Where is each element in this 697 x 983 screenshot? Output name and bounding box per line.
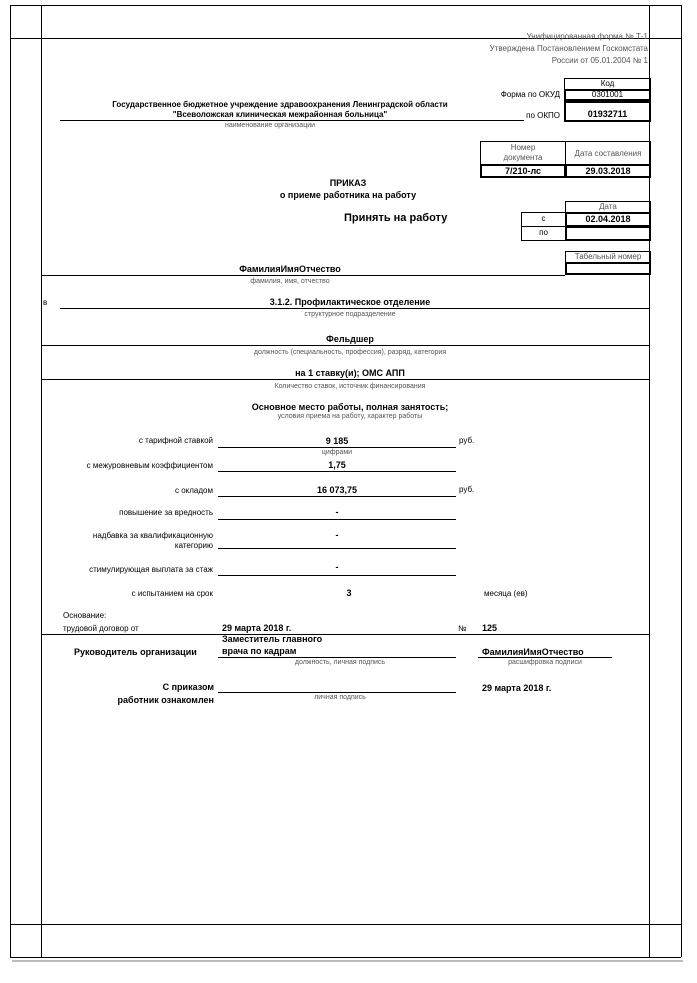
head-name-line — [478, 657, 612, 658]
stage-line — [218, 575, 456, 576]
department-caption: структурное подразделение — [304, 311, 396, 318]
employee-name-caption: фамилия, имя, отчество — [250, 278, 330, 285]
salary-value: 16 073,75 — [316, 485, 358, 495]
frame-shadow — [12, 960, 683, 962]
trial-unit: месяца (ев) — [484, 589, 528, 598]
harm-label: повышение за вредность — [119, 508, 213, 517]
org-name-line1: Государственное бюджетное учреждение здравоохранения Ленинградской области — [112, 100, 448, 109]
head-name: ФамилияИмяОтчество — [482, 647, 584, 657]
frame-bottom-inner — [10, 924, 681, 925]
harm-value: - — [335, 507, 339, 517]
harm-line — [218, 519, 456, 520]
position-caption: должность (специальность, профессия), разряд, категория — [253, 349, 447, 356]
rate-line — [42, 379, 649, 380]
conditions-caption: условия приема на работу, характер работы — [277, 413, 423, 420]
org-name-line2: "Всеволожская клиническая межрайонная больница" — [172, 110, 388, 119]
contract-line — [42, 634, 649, 635]
head-position-1: Заместитель главного — [222, 634, 323, 644]
contract-label: трудовой договор от — [63, 624, 139, 633]
department: 3.1.2. Профилактическое отделение — [269, 297, 431, 307]
ack-date: 29 марта 2018 г. — [482, 683, 552, 693]
date-header: Дата — [599, 202, 617, 211]
tabel-cell — [565, 262, 651, 275]
doc-number-label-1: Номер — [510, 143, 536, 152]
doc-date-label: Дата составления — [574, 149, 642, 158]
head-name-caption: расшифровка подписи — [508, 659, 582, 666]
stage-value: - — [335, 562, 339, 572]
okpo-value: 01932711 — [587, 109, 628, 119]
org-underline — [60, 120, 524, 121]
stage-label: стимулирующая выплата за стаж — [89, 565, 213, 574]
form-name: Унифицированная форма № Т-1 — [526, 32, 648, 41]
contract-no-label: № — [458, 624, 467, 633]
qual-label-1: надбавка за квалификационную — [92, 531, 213, 540]
frame-bottom — [10, 957, 681, 958]
position-line — [42, 345, 649, 346]
ack-label-1: С приказом — [162, 682, 214, 692]
code-label: Код — [600, 79, 615, 88]
rate-caption: Количество ставок, источник финансирования — [274, 383, 426, 390]
salary-line — [218, 496, 456, 497]
in-label: в — [43, 298, 48, 307]
salary-label: с окладом — [175, 486, 213, 495]
coef-label: с межуровневым коэффициентом — [86, 461, 213, 470]
qual-value: - — [335, 530, 339, 540]
frame-right — [681, 5, 682, 957]
trial-label: с испытанием на срок — [131, 589, 213, 598]
doc-number-label-2: документа — [503, 153, 543, 162]
doc-date-value: 29.03.2018 — [585, 166, 631, 176]
head-label: Руководитель организации — [74, 647, 197, 657]
employee-name-line — [42, 275, 565, 276]
action-title: Принять на работу — [344, 212, 448, 224]
approved-date: России от 05.01.2004 № 1 — [551, 56, 648, 65]
head-caption: должность, личная подпись — [294, 659, 386, 666]
frame-top — [10, 5, 681, 6]
position: Фельдшер — [326, 334, 374, 344]
from-value: 02.04.2018 — [585, 214, 631, 224]
approved-text: Утверждена Постановлением Госкомстата — [489, 44, 648, 53]
frame-left — [10, 5, 11, 957]
department-line — [60, 308, 650, 309]
tariff-currency: руб. — [459, 436, 475, 445]
tabel-label: Табельный номер — [574, 252, 642, 261]
conditions: Основное место работы, полная занятость; — [251, 402, 449, 412]
okud-value: 0301001 — [591, 90, 624, 99]
tariff-caption: цифрами — [321, 449, 353, 456]
rate: на 1 ставку(и); ОМС АПП — [295, 368, 405, 378]
frame-inner-left — [41, 5, 42, 957]
ack-label-2: работник ознакомлен — [117, 695, 214, 705]
from-label: с — [541, 214, 546, 223]
doc-number-value: 7/210-лс — [504, 166, 542, 176]
coef-line — [218, 471, 456, 472]
head-line — [218, 657, 456, 658]
to-cell — [565, 226, 651, 241]
tariff-value: 9 185 — [325, 436, 349, 446]
ack-line — [218, 692, 456, 693]
coef-value: 1,75 — [328, 460, 346, 470]
salary-currency: руб. — [459, 485, 475, 494]
qual-line — [218, 548, 456, 549]
org-caption: наименование организации — [224, 122, 316, 129]
ack-caption: личная подпись — [314, 694, 366, 701]
doc-subtitle: о приеме работника на работу — [279, 190, 417, 200]
contract-date: 29 марта 2018 г. — [222, 623, 292, 633]
employee-name: ФамилияИмяОтчество — [239, 264, 341, 274]
qual-label-2: категорию — [174, 541, 213, 550]
head-position-2: врача по кадрам — [222, 646, 297, 656]
basis-label: Основание: — [63, 611, 107, 620]
trial-value: 3 — [346, 588, 352, 598]
okud-label: Форма по ОКУД — [500, 90, 560, 99]
tariff-line — [218, 447, 456, 448]
contract-no: 125 — [482, 623, 498, 633]
doc-title: ПРИКАЗ — [329, 178, 367, 188]
to-label: по — [539, 228, 548, 237]
okpo-label: по ОКПО — [526, 111, 560, 120]
tariff-label: с тарифной ставкой — [138, 436, 213, 445]
